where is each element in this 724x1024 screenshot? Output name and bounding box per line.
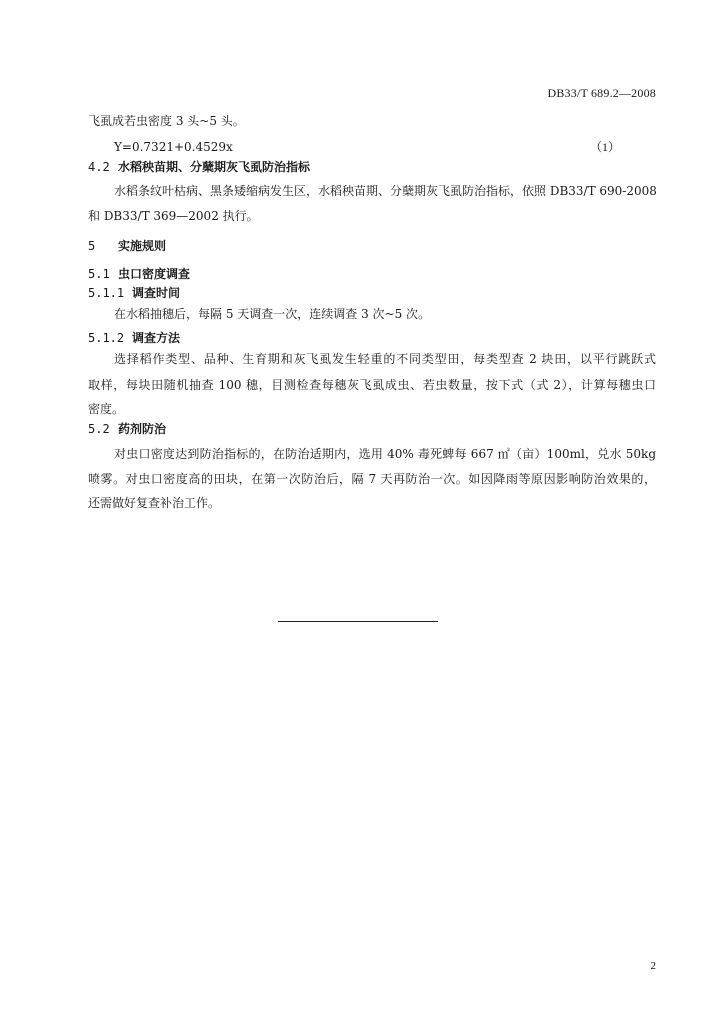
- section-5-1-heading: [88, 266, 190, 282]
- paragraph-line: 和 DB33/T 369—2002 执行。: [88, 209, 259, 223]
- section-5-heading: [88, 238, 166, 254]
- section-number: 4.2: [88, 160, 110, 174]
- equation-text: Y=0.7321+0.4529x: [114, 140, 233, 154]
- section-title: 水稻秧苗期、分蘖期灰飞虱防治指标: [118, 160, 311, 174]
- page-number: 2: [650, 960, 656, 972]
- paragraph-line: 在水稻抽穗后，每隔 5 天调查一次，连续调查 3 次~5 次。: [114, 307, 431, 321]
- section-number: 5.1: [88, 267, 110, 281]
- paragraph-line: 密度。: [88, 402, 125, 416]
- paragraph-line: 喷雾。对虫口密度高的田块，在第一次防治后，隔 7 天再防治一次。如因降雨等原因影响防治效果的，: [88, 472, 656, 486]
- section-number: 5: [88, 239, 96, 253]
- section-title: 虫口密度调查: [118, 267, 191, 281]
- section-title: 药剂防治: [118, 422, 167, 436]
- section-5-1-1-heading: [88, 285, 180, 301]
- paragraph-line: 选择稻作类型、品种、生育期和灰飞虱发生轻重的不同类型田，每类型查 2 块田，以平行跳跃式: [114, 352, 656, 366]
- paragraph-line: 对虫口密度达到防治指标的，在防治适期内，选用 40% 毒死蜱每 667 ㎡（亩）100ml，兑水 50kg: [114, 447, 656, 461]
- standard-code: DB33/T 689.2—2008: [547, 86, 656, 100]
- equation-number: （1）: [589, 140, 620, 154]
- section-5-1-2-heading: [88, 330, 180, 346]
- section-number: 5.1.1: [88, 286, 125, 300]
- paragraph-line: 水稻条纹叶枯病、黑条矮缩病发生区，水稻秧苗期、分蘖期灰飞虱防治指标，依照 DB33/T 690-2008: [114, 184, 657, 198]
- section-5-2-heading: [88, 421, 166, 437]
- section-title: 实施规则: [118, 239, 167, 253]
- section-title: 调查时间: [132, 286, 181, 300]
- section-number: 5.2: [88, 422, 110, 436]
- section-title: 调查方法: [132, 331, 181, 345]
- section-number: 5.1.2: [88, 331, 125, 345]
- section-4-2-heading: [88, 159, 310, 175]
- end-of-document-rule: [278, 621, 438, 622]
- paragraph-line: 取样，每块田随机抽查 100 穗，目测检查每穗灰飞虱成虫、若虫数量，按下式（式 2），计算每穗虫口: [88, 378, 656, 392]
- continuation-line: 飞虱成若虫密度 3 头~5 头。: [88, 114, 245, 128]
- paragraph-line: 还需做好复查补治工作。: [88, 496, 221, 510]
